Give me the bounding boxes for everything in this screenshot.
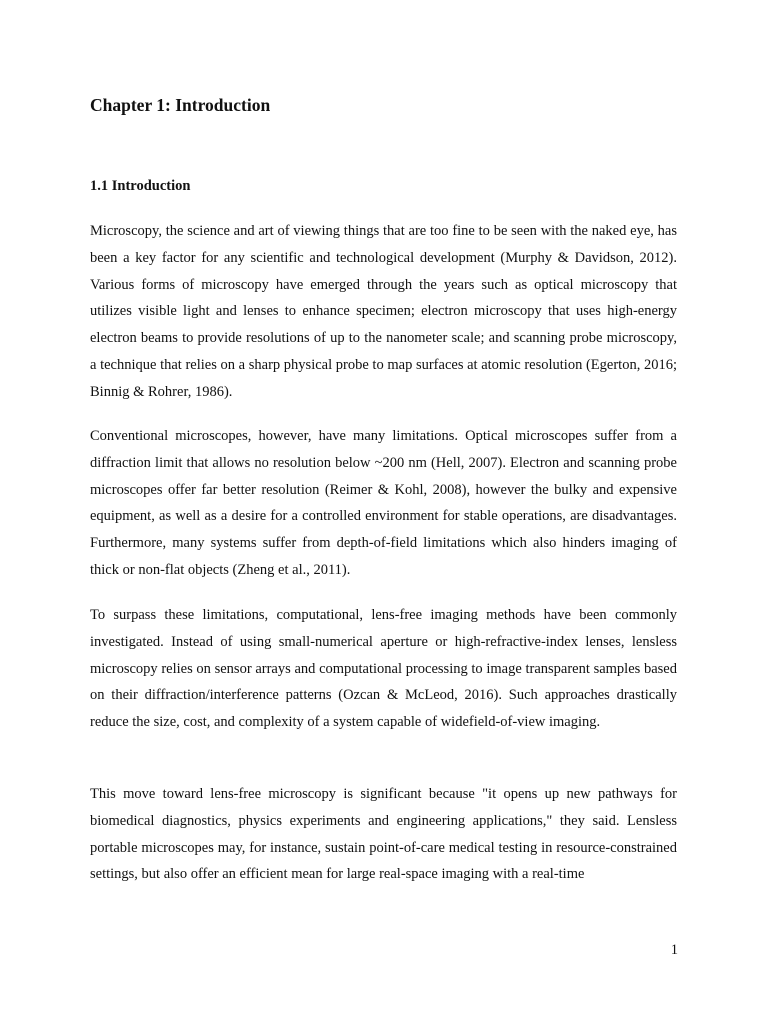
paragraph-significance: This move toward lens-free microscopy is significant because "it opens up new pathways for biomedical diagnostics, physics experiments and engineering applications," they said. Lensless portable microscopes may, for instance, sustain point-of-care medical testing in resource-constrained settings, but also offer an efficient mean for large real-space imaging with a real-time	[90, 786, 677, 883]
section-heading: 1.1 Introduction	[90, 178, 191, 194]
paragraph-limitations: Conventional microscopes, however, have many limitations. Optical microscopes suffer from a diffraction limit that allows no resolution below ~200 nm (Hell, 2007). Electron and scanning probe microscopes offer far better resolution (Reimer & Kohl, 2008), however the bulky and expensive equipment, as well as a desire for a controlled environment for stable operations, are disadvantages. Furthermore, many systems suffer from depth-of-field limitations which also hinders imaging of thick or non-flat objects (Zheng et al., 2011).	[90, 428, 677, 578]
page-number: 1	[670, 942, 678, 958]
paragraph-lens-free-imaging: To surpass these limitations, computational, lens-free imaging methods have been commonly investigated. Instead of using small-numerical aperture or high-refractive-index lenses, lensless microscopy relies on sensor arrays and computational processing to image transparent samples based on their diffraction/interference patterns (Ozcan & McLeod, 2016). Such approaches drastically reduce the size, cost, and complexity of a system capable of widefield-of-view imaging.	[90, 607, 677, 731]
paragraph-microscopy-overview: Microscopy, the science and art of viewing things that are too fine to be seen with the naked eye, has been a key factor for any scientific and technological development (Murphy & Davidson, 2012). Various forms of microscopy have emerged through the years such as optical microscopy that utilizes visible light and lenses to enhance specimen; electron microscopy that uses high-energy electron beams to provide resolutions of up to the nanometer scale; and scanning probe microscopy, a technique that relies on a sharp physical probe to map surfaces at atomic resolution (Egerton, 2016; Binnig & Rohrer, 1986).	[90, 223, 677, 400]
chapter-title: Chapter 1: Introduction	[90, 95, 271, 115]
